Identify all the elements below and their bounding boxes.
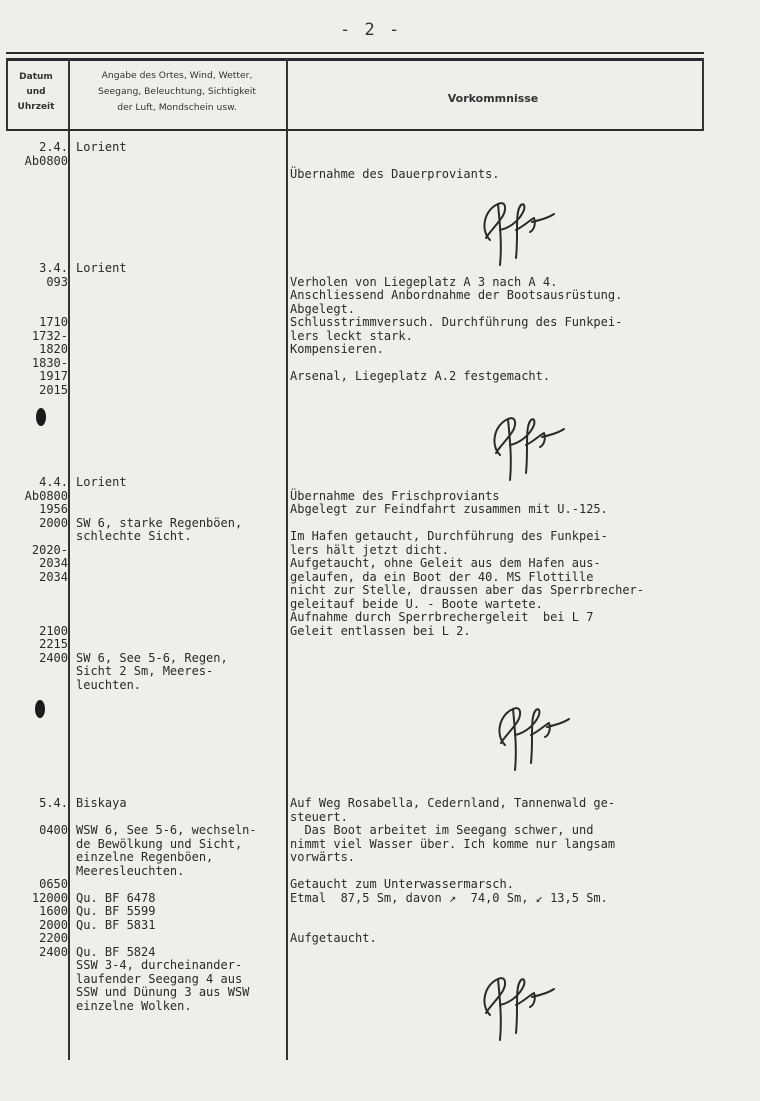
header-place-weather: [70, 68, 284, 116]
text-line: 2034: [39, 556, 68, 570]
text-line: 2015: [39, 382, 68, 397]
text-line: 2400: [39, 944, 68, 959]
text-line: [290, 155, 750, 169]
text-line: 1600: [39, 904, 68, 918]
text-line: 2000: [39, 515, 68, 530]
text-line: steuert.: [290, 809, 348, 824]
text-line: 093: [46, 274, 68, 289]
text-line: Meeresleuchten.: [76, 863, 185, 878]
text-line: 3.4.: [39, 261, 68, 275]
text-line: [76, 503, 288, 517]
text-line: 1732-: [31, 328, 68, 343]
text-line: [76, 571, 288, 585]
text-line: SW 6, starke Regenböen,: [76, 515, 243, 530]
text-line: Aufgetaucht.: [290, 931, 377, 945]
top-double-rule-1: [6, 52, 704, 54]
entry-events: [290, 797, 750, 946]
text-line: Auf Weg Rosabella, Cedernland, Tannenwald ge-: [290, 796, 616, 810]
text-line: vorwärts.: [290, 850, 356, 864]
signature-image: [480, 405, 570, 485]
text-line: nimmt viel Wasser über. Ich komme nur langsam: [290, 836, 616, 851]
text-line: 2100: [39, 623, 68, 638]
right-border: [702, 58, 704, 131]
text-line: [290, 905, 750, 919]
text-line: [76, 544, 288, 558]
text-line: Qu. BF 5831: [76, 917, 156, 932]
text-line: Arsenal, Liegeplatz A.2 festgemacht.: [290, 369, 551, 383]
text-line: [76, 625, 288, 639]
text-line: [76, 878, 288, 892]
text-line: [4, 865, 68, 879]
text-line: Etmal 87,5 Sm, davon ↗ 74,0 Sm, ↙ 13,5 Sm.: [290, 890, 608, 905]
entry-place-weather: [76, 476, 288, 692]
text-line: Lorient: [76, 261, 127, 275]
text-line: Geleit entlassen bei L 2.: [290, 623, 471, 638]
text-line: [4, 851, 68, 865]
entry-events: [290, 476, 750, 638]
text-line: einzelne Regenböen,: [76, 850, 214, 864]
text-line: 0650: [39, 877, 68, 891]
text-line: 2000: [39, 917, 68, 932]
ink-smudge: [36, 408, 46, 426]
text-line: [4, 584, 68, 598]
text-line: [4, 289, 68, 303]
text-line: [4, 303, 68, 317]
text-line: Datum: [19, 72, 53, 82]
entry-date-time: [4, 797, 68, 959]
text-line: Uhrzeit: [17, 102, 55, 112]
text-line: lers leckt stark.: [290, 328, 413, 343]
text-line: [76, 598, 288, 612]
text-line: nicht zur Stelle, draussen aber das Sperrbrecher-: [290, 583, 645, 597]
text-line: 5.4.: [39, 796, 68, 810]
text-line: Schlusstrimmversuch. Durchführung des Funkpei-: [290, 315, 623, 329]
entry-date-time: [4, 141, 68, 168]
signature-image: [485, 695, 575, 775]
text-line: WSW 6, See 5-6, wechseln-: [76, 823, 257, 837]
text-line: Verholen von Liegeplatz A 3 nach A 4.: [290, 274, 558, 289]
text-line: 1956: [39, 502, 68, 516]
signature-image: [470, 190, 560, 270]
text-line: einzelne Wolken.: [76, 998, 192, 1013]
entry-events: [290, 262, 750, 384]
text-line: [76, 490, 288, 504]
entry-place-weather: [76, 262, 288, 276]
text-line: Abgelegt zur Feindfahrt zusammen mit U.-125.: [290, 502, 608, 516]
text-line: de Bewölkung und Sicht,: [76, 836, 243, 851]
text-line: SSW 3-4, durcheinander-: [76, 958, 243, 972]
text-line: leuchten.: [76, 677, 142, 692]
entry-place-weather: [76, 141, 288, 155]
text-line: laufender Seegang 4 aus: [76, 971, 243, 986]
text-line: Qu. BF 6478: [76, 890, 156, 905]
text-line: 0400: [39, 823, 68, 837]
text-line: Übernahme des Frischproviants: [290, 488, 500, 503]
text-line: SW 6, See 5-6, Regen,: [76, 650, 228, 665]
page-number: - 2 -: [340, 20, 402, 40]
text-line: [4, 811, 68, 825]
text-line: [290, 141, 750, 155]
text-line: Lorient: [76, 475, 127, 489]
text-line: und: [26, 87, 46, 97]
text-line: 1917: [39, 369, 68, 383]
text-line: Lorient: [76, 140, 127, 154]
text-line: 2020-: [31, 542, 68, 557]
text-line: Aufnahme durch Sperrbrechergeleit bei L 7: [290, 610, 594, 624]
column-divider-1: [68, 58, 70, 1060]
signature-image: [470, 965, 560, 1045]
text-line: 2034: [39, 569, 68, 584]
entry-events: [290, 141, 750, 182]
text-line: Ab0800: [24, 488, 68, 503]
text-line: [4, 598, 68, 612]
ink-smudge: [35, 700, 45, 718]
text-line: Im Hafen getaucht, Durchführung des Funkpei-: [290, 529, 608, 543]
text-line: [76, 611, 288, 625]
text-line: [4, 611, 68, 625]
text-line: gelaufen, da ein Boot der 40. MS Flottille: [290, 569, 594, 584]
text-line: Seegang, Beleuchtung, Sichtigkeit: [98, 86, 256, 97]
text-line: Angabe des Ortes, Wind, Wetter,: [101, 70, 253, 81]
text-line: 2215: [39, 637, 68, 651]
text-line: Übernahme des Dauerproviants.: [290, 167, 500, 181]
text-line: Abgelegt.: [290, 301, 356, 316]
text-line: [76, 557, 288, 571]
header-date-time: [8, 70, 64, 115]
text-line: [76, 638, 288, 652]
text-line: geleitauf beide U. - Boote wartete.: [290, 596, 543, 611]
text-line: Aufgetaucht, ohne Geleit aus dem Hafen aus-: [290, 556, 601, 570]
text-line: [290, 919, 750, 933]
text-line: Kompensieren.: [290, 342, 384, 356]
text-line: Sicht 2 Sm, Meeres-: [76, 664, 214, 678]
text-line: Anschliessend Anbordnahme der Bootsausrüstung.: [290, 288, 623, 302]
text-line: Qu. BF 5824: [76, 944, 156, 959]
entry-place-weather: [76, 797, 288, 1013]
text-line: [290, 357, 750, 371]
text-line: [290, 476, 750, 490]
text-line: [76, 811, 288, 825]
text-line: Das Boot arbeitet im Seegang schwer, und: [290, 823, 594, 837]
text-line: 1830-: [31, 355, 68, 370]
text-line: [4, 838, 68, 852]
top-double-rule-2: [6, 58, 704, 61]
text-line: 4.4.: [39, 475, 68, 489]
text-line: 2.4.: [39, 140, 68, 154]
text-line: 1820: [39, 342, 68, 356]
text-line: [76, 584, 288, 598]
text-line: [290, 517, 750, 531]
text-line: Qu. BF 5599: [76, 904, 156, 918]
text-line: lers hält jetzt dicht.: [290, 542, 449, 557]
entry-date-time: [4, 262, 68, 397]
text-line: [290, 262, 750, 276]
text-line: Getaucht zum Unterwassermarsch.: [290, 877, 514, 891]
text-line: Ab0800: [24, 153, 68, 168]
header-bottom-rule: [6, 129, 704, 131]
text-line: [290, 865, 750, 879]
text-line: Biskaya: [76, 796, 127, 810]
text-line: [4, 530, 68, 544]
text-line: 12000: [31, 890, 68, 905]
text-line: SSW und Dünung 3 aus WSW: [76, 985, 250, 999]
text-line: schlechte Sicht.: [76, 529, 192, 543]
text-line: 2400: [39, 650, 68, 665]
text-line: der Luft, Mondschein usw.: [117, 102, 237, 113]
text-line: [76, 932, 288, 946]
entry-date-time: [4, 476, 68, 665]
text-line: 2200: [39, 931, 68, 945]
header-events: Vorkommnisse: [447, 92, 539, 105]
text-line: 1710: [39, 315, 68, 329]
